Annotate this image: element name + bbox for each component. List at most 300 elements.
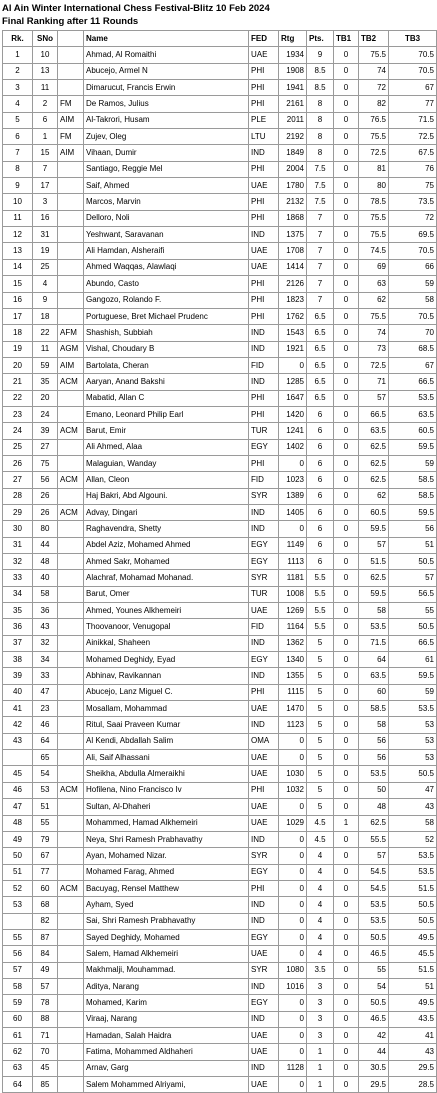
name-cell: Mohamed, Karim (84, 995, 249, 1011)
rtg-cell: 1921 (279, 341, 307, 357)
rtg-cell: 1016 (279, 978, 307, 994)
rank-cell: 15 (3, 276, 33, 292)
tb3-cell: 51 (389, 978, 437, 994)
name-cell: Ali Ahmed, Alaa (84, 439, 249, 455)
name-cell: Ritul, Saai Praveen Kumar (84, 717, 249, 733)
tb1-cell: 0 (334, 750, 359, 766)
rtg-cell: 1355 (279, 668, 307, 684)
fed-cell: UAE (249, 701, 279, 717)
table-row (3, 145, 437, 161)
table-row (3, 1060, 437, 1076)
title-cell (58, 717, 84, 733)
tb3-cell: 70.5 (389, 243, 437, 259)
table-row (3, 619, 437, 635)
col-rtg-header: Rtg (279, 31, 307, 47)
fed-cell: SYR (249, 962, 279, 978)
fed-cell: IND (249, 913, 279, 929)
title-cell (58, 652, 84, 668)
fed-cell: SYR (249, 488, 279, 504)
table-row (3, 341, 437, 357)
rank-cell: 1 (3, 47, 33, 63)
table-row (3, 554, 437, 570)
rank-cell: 32 (3, 554, 33, 570)
tb1-cell: 0 (334, 603, 359, 619)
rank-cell: 56 (3, 946, 33, 962)
pts-cell: 9 (307, 47, 334, 63)
pts-cell: 4 (307, 929, 334, 945)
pts-cell: 7.5 (307, 178, 334, 194)
title-cell: ACM (58, 782, 84, 798)
fed-cell: IND (249, 897, 279, 913)
table-row (3, 962, 437, 978)
fed-cell: LTU (249, 129, 279, 145)
page-title: Al Ain Winter International Chess Festival-Blitz 10 Feb 2024 (2, 3, 270, 14)
pts-cell: 4 (307, 897, 334, 913)
fed-cell: TUR (249, 423, 279, 439)
table-row (3, 406, 437, 422)
title-cell (58, 227, 84, 243)
sno-cell: 59 (33, 357, 58, 373)
table-row (3, 80, 437, 96)
fed-cell: UAE (249, 946, 279, 962)
tb3-cell: 67 (389, 357, 437, 373)
tb2-cell: 71.5 (359, 635, 389, 651)
rtg-cell: 1389 (279, 488, 307, 504)
pts-cell: 5.5 (307, 603, 334, 619)
title-cell (58, 668, 84, 684)
tb2-cell: 50.5 (359, 995, 389, 1011)
name-cell: Marcos, Marvin (84, 194, 249, 210)
name-cell: Viraaj, Narang (84, 1011, 249, 1027)
title-cell (58, 586, 84, 602)
table-row (3, 161, 437, 177)
rank-cell: 7 (3, 145, 33, 161)
rtg-cell: 1285 (279, 374, 307, 390)
sno-cell: 75 (33, 455, 58, 471)
rtg-cell: 1029 (279, 815, 307, 831)
tb3-cell: 70.5 (389, 63, 437, 79)
rtg-cell: 2004 (279, 161, 307, 177)
rtg-cell: 1420 (279, 406, 307, 422)
title-cell: AIM (58, 112, 84, 128)
name-cell: Emano, Leonard Philip Earl (84, 406, 249, 422)
tb2-cell: 53.5 (359, 913, 389, 929)
sno-cell: 25 (33, 259, 58, 275)
name-cell: Sultan, Al-Dhaheri (84, 799, 249, 815)
title-cell (58, 455, 84, 471)
rtg-cell: 1908 (279, 63, 307, 79)
name-cell: Barut, Omer (84, 586, 249, 602)
title-cell: AGM (58, 341, 84, 357)
table-row (3, 946, 437, 962)
title-cell (58, 1011, 84, 1027)
sno-cell: 40 (33, 570, 58, 586)
sno-cell: 36 (33, 603, 58, 619)
pts-cell: 5 (307, 733, 334, 749)
pts-cell: 4 (307, 864, 334, 880)
name-cell: Ainikkal, Shaheen (84, 635, 249, 651)
rtg-cell: 1023 (279, 472, 307, 488)
table-row (3, 799, 437, 815)
col-rank-header: Rk. (3, 31, 33, 47)
rank-cell: 16 (3, 292, 33, 308)
tb1-cell: 0 (334, 913, 359, 929)
table-row (3, 504, 437, 520)
name-cell: De Ramos, Julius (84, 96, 249, 112)
name-cell: Alachraf, Mohamad Mohanad. (84, 570, 249, 586)
tb3-cell: 59 (389, 684, 437, 700)
name-cell: Ayan, Mohamed Nizar. (84, 848, 249, 864)
sno-cell: 11 (33, 80, 58, 96)
name-cell: Makhmalji, Mouhammad. (84, 962, 249, 978)
sno-cell: 77 (33, 864, 58, 880)
title-cell (58, 210, 84, 226)
sno-cell: 1 (33, 129, 58, 145)
sno-cell: 31 (33, 227, 58, 243)
title-cell: AIM (58, 145, 84, 161)
tb3-cell: 70.5 (389, 308, 437, 324)
table-row (3, 652, 437, 668)
rtg-cell: 2192 (279, 129, 307, 145)
pts-cell: 7 (307, 292, 334, 308)
rtg-cell: 1823 (279, 292, 307, 308)
sno-cell: 9 (33, 292, 58, 308)
title-cell (58, 701, 84, 717)
tb2-cell: 76.5 (359, 112, 389, 128)
title-cell: ACM (58, 423, 84, 439)
name-cell: Hofilena, Nino Francisco Iv (84, 782, 249, 798)
sno-cell: 24 (33, 406, 58, 422)
sno-cell: 58 (33, 586, 58, 602)
table-row (3, 112, 437, 128)
tb2-cell: 58.5 (359, 701, 389, 717)
tb2-cell: 46.5 (359, 946, 389, 962)
tb2-cell: 82 (359, 96, 389, 112)
sno-cell: 45 (33, 1060, 58, 1076)
tb3-cell: 53 (389, 717, 437, 733)
rank-cell: 11 (3, 210, 33, 226)
fed-cell: UAE (249, 178, 279, 194)
rtg-cell: 1128 (279, 1060, 307, 1076)
fed-cell: PLE (249, 112, 279, 128)
tb2-cell: 30.5 (359, 1060, 389, 1076)
title-cell: AFM (58, 325, 84, 341)
title-cell (58, 308, 84, 324)
rank-cell: 61 (3, 1027, 33, 1043)
rank-cell: 41 (3, 701, 33, 717)
pts-cell: 5 (307, 799, 334, 815)
sno-cell: 47 (33, 684, 58, 700)
rtg-cell: 1362 (279, 635, 307, 651)
pts-cell: 3 (307, 978, 334, 994)
title-cell (58, 635, 84, 651)
pts-cell: 6.5 (307, 390, 334, 406)
tb3-cell: 68.5 (389, 341, 437, 357)
tb2-cell: 29.5 (359, 1077, 389, 1093)
title-cell (58, 684, 84, 700)
sno-cell: 43 (33, 619, 58, 635)
tb1-cell: 0 (334, 831, 359, 847)
rank-cell: 60 (3, 1011, 33, 1027)
rank-cell: 49 (3, 831, 33, 847)
fed-cell: PHI (249, 63, 279, 79)
tb1-cell: 0 (334, 80, 359, 96)
rank-cell: 6 (3, 129, 33, 145)
rank-cell: 59 (3, 995, 33, 1011)
tb1-cell: 0 (334, 1077, 359, 1093)
tb3-cell: 47 (389, 782, 437, 798)
tb3-cell: 58 (389, 815, 437, 831)
tb2-cell: 74 (359, 63, 389, 79)
sno-cell: 71 (33, 1027, 58, 1043)
tb2-cell: 69 (359, 259, 389, 275)
table-row (3, 47, 437, 63)
table-row (3, 733, 437, 749)
pts-cell: 6 (307, 439, 334, 455)
sno-cell: 70 (33, 1044, 58, 1060)
tb2-cell: 54.5 (359, 864, 389, 880)
name-cell: Ahmed, Younes Alkhemeiri (84, 603, 249, 619)
tb1-cell: 0 (334, 308, 359, 324)
fed-cell: EGY (249, 554, 279, 570)
rank-cell: 9 (3, 178, 33, 194)
rank-cell: 37 (3, 635, 33, 651)
table-row (3, 276, 437, 292)
pts-cell: 6 (307, 488, 334, 504)
name-cell: Hamadan, Salah Haidra (84, 1027, 249, 1043)
rtg-cell: 0 (279, 897, 307, 913)
rtg-cell: 2161 (279, 96, 307, 112)
tb2-cell: 56 (359, 733, 389, 749)
title-cell: ACM (58, 880, 84, 896)
tb1-cell: 0 (334, 766, 359, 782)
tb1-cell: 0 (334, 848, 359, 864)
tb3-cell: 59 (389, 455, 437, 471)
tb1-cell: 0 (334, 194, 359, 210)
tb2-cell: 74.5 (359, 243, 389, 259)
sno-cell: 87 (33, 929, 58, 945)
rtg-cell: 1181 (279, 570, 307, 586)
title-cell (58, 243, 84, 259)
tb1-cell: 0 (334, 504, 359, 520)
tb1-cell: 0 (334, 227, 359, 243)
rank-cell: 51 (3, 864, 33, 880)
table-row (3, 1011, 437, 1027)
rank-cell: 28 (3, 488, 33, 504)
name-cell: Sheikha, Abdulla Almeraikhi (84, 766, 249, 782)
rtg-cell: 0 (279, 864, 307, 880)
rtg-cell: 1269 (279, 603, 307, 619)
table-row (3, 325, 437, 341)
rank-cell (3, 750, 33, 766)
tb2-cell: 53.5 (359, 897, 389, 913)
title-cell (58, 733, 84, 749)
tb3-cell: 67.5 (389, 145, 437, 161)
tb2-cell: 60.5 (359, 504, 389, 520)
tb2-cell: 75.5 (359, 210, 389, 226)
tb3-cell: 75 (389, 178, 437, 194)
tb1-cell: 0 (334, 652, 359, 668)
rtg-cell: 0 (279, 733, 307, 749)
tb1-cell: 0 (334, 733, 359, 749)
col-sno-header: SNo (33, 31, 58, 47)
tb3-cell: 50.5 (389, 619, 437, 635)
tb1-cell: 1 (334, 815, 359, 831)
name-cell: Bartolata, Cheran (84, 357, 249, 373)
table-row (3, 913, 437, 929)
tb1-cell: 0 (334, 357, 359, 373)
rank-cell: 42 (3, 717, 33, 733)
title-cell (58, 603, 84, 619)
sno-cell: 32 (33, 635, 58, 651)
tb1-cell: 0 (334, 1044, 359, 1060)
rank-cell: 64 (3, 1077, 33, 1093)
table-row (3, 96, 437, 112)
rtg-cell: 1470 (279, 701, 307, 717)
rtg-cell: 1115 (279, 684, 307, 700)
table-row (3, 1027, 437, 1043)
tb1-cell: 0 (334, 864, 359, 880)
sno-cell: 6 (33, 112, 58, 128)
rtg-cell: 0 (279, 750, 307, 766)
tb1-cell: 0 (334, 472, 359, 488)
rank-cell: 27 (3, 472, 33, 488)
tb2-cell: 51.5 (359, 554, 389, 570)
rtg-cell: 0 (279, 946, 307, 962)
sno-cell: 26 (33, 488, 58, 504)
fed-cell: IND (249, 145, 279, 161)
title-cell (58, 161, 84, 177)
table-row (3, 210, 437, 226)
rtg-cell: 1762 (279, 308, 307, 324)
tb1-cell: 0 (334, 782, 359, 798)
fed-cell: UAE (249, 1077, 279, 1093)
tb2-cell: 54 (359, 978, 389, 994)
title-cell (58, 521, 84, 537)
tb3-cell: 56.5 (389, 586, 437, 602)
rtg-cell: 1030 (279, 766, 307, 782)
title-cell (58, 292, 84, 308)
tb1-cell: 0 (334, 635, 359, 651)
rank-cell: 29 (3, 504, 33, 520)
name-cell: Ayham, Syed (84, 897, 249, 913)
title-cell (58, 63, 84, 79)
table-row (3, 750, 437, 766)
sno-cell: 68 (33, 897, 58, 913)
rtg-cell: 0 (279, 1027, 307, 1043)
tb1-cell: 0 (334, 112, 359, 128)
name-cell: Vihaan, Dumir (84, 145, 249, 161)
title-cell (58, 1060, 84, 1076)
pts-cell: 5 (307, 684, 334, 700)
fed-cell: IND (249, 374, 279, 390)
name-cell: Ali, Saif Alhassani (84, 750, 249, 766)
title-cell (58, 178, 84, 194)
name-cell: Sayed Deghidy, Mohamed (84, 929, 249, 945)
fed-cell: PHI (249, 161, 279, 177)
rtg-cell: 1941 (279, 80, 307, 96)
table-row (3, 423, 437, 439)
sno-cell: 10 (33, 47, 58, 63)
name-cell: Santiago, Reggie Mel (84, 161, 249, 177)
fed-cell: SYR (249, 848, 279, 864)
name-cell: Raghavendra, Shetty (84, 521, 249, 537)
tb2-cell: 46.5 (359, 1011, 389, 1027)
sno-cell: 18 (33, 308, 58, 324)
tb1-cell: 0 (334, 799, 359, 815)
rank-cell: 4 (3, 96, 33, 112)
name-cell: Vishal, Choudary B (84, 341, 249, 357)
pts-cell: 4.5 (307, 815, 334, 831)
title-cell (58, 815, 84, 831)
pts-cell: 6 (307, 472, 334, 488)
tb3-cell: 52 (389, 831, 437, 847)
table-row (3, 782, 437, 798)
col-pts-header: Pts. (307, 31, 334, 47)
pts-cell: 3 (307, 995, 334, 1011)
fed-cell: PHI (249, 80, 279, 96)
tb1-cell: 0 (334, 341, 359, 357)
rtg-cell: 0 (279, 357, 307, 373)
sno-cell: 55 (33, 815, 58, 831)
tb3-cell: 51.5 (389, 880, 437, 896)
pts-cell: 4.5 (307, 831, 334, 847)
rtg-cell: 0 (279, 831, 307, 847)
table-row (3, 880, 437, 896)
table-row (3, 439, 437, 455)
fed-cell: PHI (249, 276, 279, 292)
tb2-cell: 60 (359, 684, 389, 700)
fed-cell: IND (249, 504, 279, 520)
tb2-cell: 57 (359, 848, 389, 864)
tb1-cell: 0 (334, 1060, 359, 1076)
rtg-cell: 1780 (279, 178, 307, 194)
fed-cell: PHI (249, 210, 279, 226)
tb2-cell: 63.5 (359, 423, 389, 439)
pts-cell: 3.5 (307, 962, 334, 978)
tb1-cell: 0 (334, 897, 359, 913)
tb2-cell: 71 (359, 374, 389, 390)
tb3-cell: 50.5 (389, 766, 437, 782)
sno-cell: 56 (33, 472, 58, 488)
table-row (3, 259, 437, 275)
fed-cell: FID (249, 619, 279, 635)
pts-cell: 6 (307, 537, 334, 553)
rank-cell: 39 (3, 668, 33, 684)
sno-cell: 82 (33, 913, 58, 929)
rank-cell: 36 (3, 619, 33, 635)
tb2-cell: 64 (359, 652, 389, 668)
rank-cell: 3 (3, 80, 33, 96)
name-cell: Saif, Ahmed (84, 178, 249, 194)
table-row (3, 1077, 437, 1093)
name-cell: Salem Mohammed Alriyami, (84, 1077, 249, 1093)
fed-cell: UAE (249, 1027, 279, 1043)
fed-cell: PHI (249, 308, 279, 324)
pts-cell: 7 (307, 227, 334, 243)
rank-cell: 24 (3, 423, 33, 439)
sno-cell: 84 (33, 946, 58, 962)
fed-cell: UAE (249, 766, 279, 782)
pts-cell: 6 (307, 423, 334, 439)
name-cell: Neya, Shri Ramesh Prabhavathy (84, 831, 249, 847)
rank-cell: 47 (3, 799, 33, 815)
name-cell: Zujev, Oleg (84, 129, 249, 145)
tb3-cell: 73.5 (389, 194, 437, 210)
col-tb3-header: TB3 (389, 31, 437, 47)
table-row (3, 815, 437, 831)
rank-cell: 35 (3, 603, 33, 619)
